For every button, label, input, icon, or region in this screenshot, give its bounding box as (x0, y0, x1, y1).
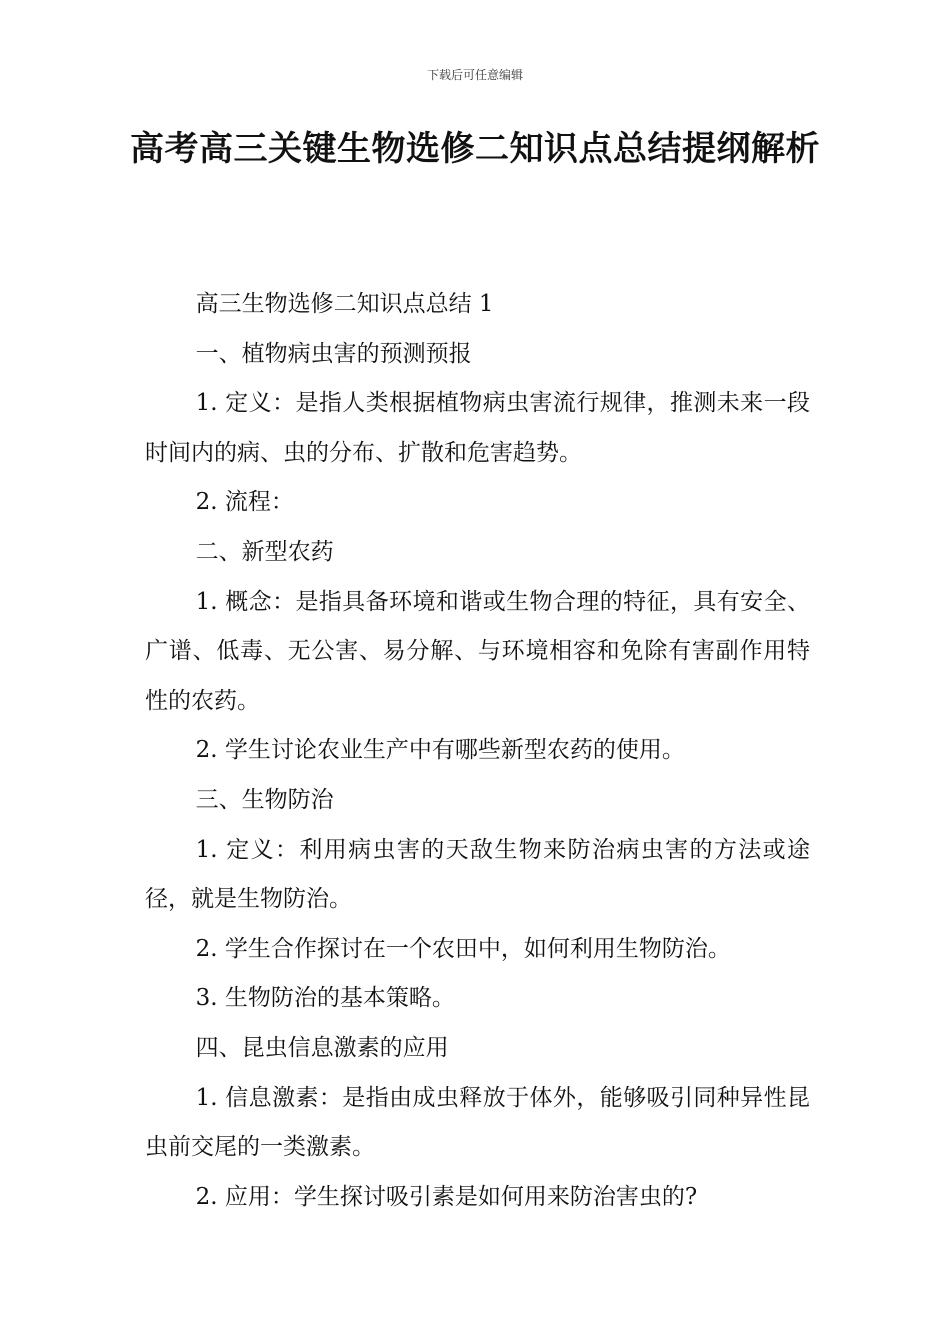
subsection-heading: 一、植物病虫害的预测预报 (195, 340, 472, 367)
body-paragraph: 2. 学生讨论农业生产中有哪些新型农药的使用。 (195, 737, 685, 764)
body-paragraph: 2. 学生合作探讨在一个农田中，如何利用生物防治。 (195, 935, 731, 962)
body-paragraph: 1. 定义：利用病虫害的天敌生物来防治病虫害的方法或途径，就是生物防治。 (145, 836, 810, 913)
subsection-heading: 四、昆虫信息激素的应用 (195, 1034, 449, 1061)
document-body (145, 280, 810, 1222)
subsection-heading: 二、新型农药 (195, 538, 334, 565)
subsection-heading: 三、生物防治 (195, 786, 334, 813)
body-paragraph: 2. 应用：学生探讨吸引素是如何用来防治害虫的? (195, 1183, 698, 1210)
section-heading: 高三生物选修二知识点总结 1 (195, 291, 494, 317)
body-paragraph: 2. 流程： (195, 489, 294, 516)
header-note: 下载后可任意编辑 (426, 68, 523, 82)
body-paragraph: 1. 概念：是指具备环境和谐或生物合理的特征，具有安全、广谱、低毒、无公害、易分解、与环境相容和免除有害副作用特性的农药。 (145, 588, 810, 714)
body-paragraph: 3. 生物防治的基本策略。 (195, 985, 455, 1012)
document-title: 高考高三关键生物选修二知识点总结提纲解析 (130, 129, 820, 169)
body-paragraph: 1. 定义：是指人类根据植物病虫害流行规律，推测未来一段时间内的病、虫的分布、扩散和危害趋势。 (145, 390, 810, 466)
body-paragraph: 1. 信息激素：是指由成虫释放于体外，能够吸引同种异性昆虫前交尾的一类激素。 (145, 1084, 810, 1161)
